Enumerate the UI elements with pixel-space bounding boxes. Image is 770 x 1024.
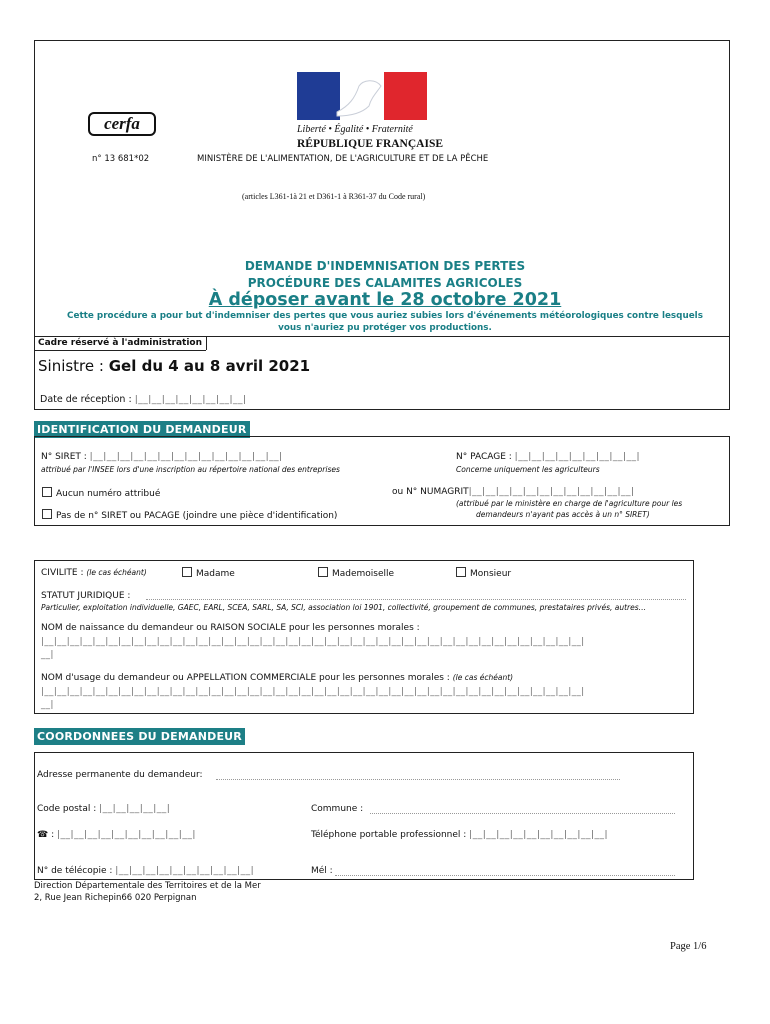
checkbox-icon (42, 487, 52, 497)
mobile-row (311, 830, 608, 840)
adresse-label: Adresse permanente du demandeur: (37, 770, 203, 780)
footer-address-2: 2, Rue Jean Richepin66 020 Perpignan (34, 893, 197, 903)
no-siret-checkbox[interactable] (42, 509, 337, 521)
marianne-logo (297, 72, 427, 120)
articles-reference: (articles L361-1à 21 et D361-1 à R361-37 du Code rural) (242, 192, 426, 201)
nom-usage-hint: (le cas échéant) (452, 673, 514, 682)
fax-row (37, 866, 254, 876)
nom-naissance-field[interactable]: |__|__|__|__|__|__|__|__|__|__|__|__|__|__|__|__|__|__|__|__|__|__|__|__|__|__|__|__|__|__|__|__|__|__|__|__|__|__|__|__|__|__| (41, 637, 585, 647)
sinistre-value: Gel du 4 au 8 avril 2021 (108, 357, 311, 375)
no-number-label: Aucun numéro attribué (56, 489, 161, 499)
pacage-field[interactable]: |__|__|__|__|__|__|__|__|__| (514, 452, 640, 462)
option-label: Madame (196, 569, 235, 579)
cp-label: Code postal : (37, 804, 97, 814)
numagrit-row (392, 487, 635, 497)
siret-note: attribué par l'INSEE lors d'une inscription au répertoire national des entreprises (41, 465, 340, 474)
option-label: Monsieur (470, 569, 512, 579)
admin-divider (34, 336, 730, 337)
republic-name: RÉPUBLIQUE FRANÇAISE (297, 138, 444, 150)
pacage-note: Concerne uniquement les agriculteurs (456, 465, 600, 474)
deadline-banner: À déposer avant le 28 octobre 2021 (208, 290, 562, 310)
pacage-row (456, 452, 640, 462)
mobile-label: Téléphone portable professionnel : (311, 830, 467, 840)
civility-label: CIVILITE : (41, 568, 84, 578)
intro-text-1: Cette procédure a pour but d'indemniser des pertes que vous auriez subies lors d'événements météorologiques contre lesquels (67, 311, 703, 321)
footer-address-1: Direction Départementale des Territoires et de la Mer (34, 881, 261, 891)
numagrit-note-2: demandeurs n'ayant pas accès à un n° SIRET) (476, 510, 650, 519)
mel-field[interactable] (335, 875, 675, 876)
mobile-field[interactable]: |__|__|__|__|__|__|__|__|__|__| (469, 830, 609, 840)
numagrit-label: ou N° NUMAGRIT (392, 487, 469, 497)
numagrit-field[interactable]: |__|__|__|__|__|__|__|__|__|__|__|__| (468, 487, 635, 497)
nom-usage-field-tail[interactable]: __| (41, 700, 54, 710)
nom-usage-field[interactable]: |__|__|__|__|__|__|__|__|__|__|__|__|__|__|__|__|__|__|__|__|__|__|__|__|__|__|__|__|__|__|__|__|__|__|__|__|__|__|__|__|__|__| (41, 687, 585, 697)
ministry-name: MINISTÈRE DE L'ALIMENTATION, DE L'AGRICULTURE ET DE LA PÊCHE (197, 154, 489, 164)
admin-label-rightline (206, 336, 207, 350)
intro-text-2: vous n'auriez pu protéger vos productions. (278, 323, 492, 333)
civility-option-monsieur[interactable] (456, 567, 511, 579)
republic-motto: Liberté • Égalité • Fraternité (297, 124, 413, 135)
statut-field[interactable] (146, 599, 686, 600)
cp-field[interactable]: |__|__|__|__|__| (99, 804, 171, 814)
coordonnees-heading: COORDONNEES DU DEMANDEUR (34, 728, 245, 745)
telephone-row (37, 830, 196, 840)
statut-note: Particulier, exploitation individuelle, GAEC, EARL, SCEA, SARL, SA, SCI, association loi 1901, collectivité, groupement de communes, prestataires privés, autres… (41, 603, 647, 612)
civility-row (41, 568, 147, 578)
no-number-checkbox[interactable] (42, 487, 160, 499)
admin-label-underline (34, 350, 206, 351)
civility-hint: (le cas échéant) (86, 568, 147, 577)
option-label: Mademoiselle (332, 569, 395, 579)
form-title-line2: PROCÉDURE DES CALAMITES AGRICOLES (247, 276, 523, 290)
code-postal-row (37, 804, 170, 814)
tel-label: : (51, 830, 55, 840)
sinistre-label: Sinistre : (38, 357, 104, 375)
commune-field[interactable] (370, 813, 675, 814)
phone-icon: ☎ (37, 830, 49, 840)
numagrit-note-1: (attribué par le ministère en charge de l'agriculture pour les (456, 499, 683, 508)
tel-field[interactable]: |__|__|__|__|__|__|__|__|__|__| (57, 830, 196, 840)
civility-option-mademoiselle[interactable] (318, 567, 394, 579)
fax-label: N° de télécopie : (37, 866, 113, 876)
page-number: Page 1/6 (670, 941, 707, 952)
nom-naissance-label: NOM de naissance du demandeur ou RAISON SOCIALE pour les personnes morales : (41, 623, 420, 633)
reception-label: Date de réception : (40, 394, 132, 405)
siret-field[interactable]: |__|__|__|__|__|__|__|__|__|__|__|__|__|__| (89, 452, 283, 462)
checkbox-icon (456, 567, 466, 577)
cerfa-number: n° 13 681*02 (92, 154, 150, 164)
checkbox-icon (182, 567, 192, 577)
no-siret-label: Pas de n° SIRET ou PACAGE (joindre une pièce d'identification) (56, 511, 338, 521)
admin-label: Cadre réservé à l'administration (38, 338, 203, 348)
sinistre-line (38, 357, 310, 375)
reception-date-row (40, 394, 247, 405)
nom-usage-label: NOM d'usage du demandeur ou APPELLATION COMMERCIALE pour les personnes morales : (41, 673, 450, 683)
reception-date-field[interactable]: |__|__|__|__|__|__|__|__| (134, 395, 247, 405)
adresse-field[interactable] (216, 779, 620, 780)
cerfa-logo: cerfa (88, 112, 156, 136)
identification-heading: IDENTIFICATION DU DEMANDEUR (34, 421, 250, 438)
civility-option-madame[interactable] (182, 567, 235, 579)
nom-naissance-field-tail[interactable]: __| (41, 650, 54, 660)
checkbox-icon (42, 509, 52, 519)
commune-label: Commune : (311, 804, 364, 814)
checkbox-icon (318, 567, 328, 577)
form-title-line1: DEMANDE D'INDEMNISATION DES PERTES (244, 259, 526, 273)
siret-row (41, 452, 283, 462)
french-flag-icon (297, 72, 427, 120)
mel-label: Mél : (311, 866, 333, 876)
pacage-label: N° PACAGE : (456, 452, 512, 462)
siret-label: N° SIRET : (41, 452, 87, 462)
fax-field[interactable]: |__|__|__|__|__|__|__|__|__|__| (115, 866, 255, 876)
nom-usage-row (41, 673, 513, 683)
statut-label: STATUT JURIDIQUE : (41, 591, 131, 601)
